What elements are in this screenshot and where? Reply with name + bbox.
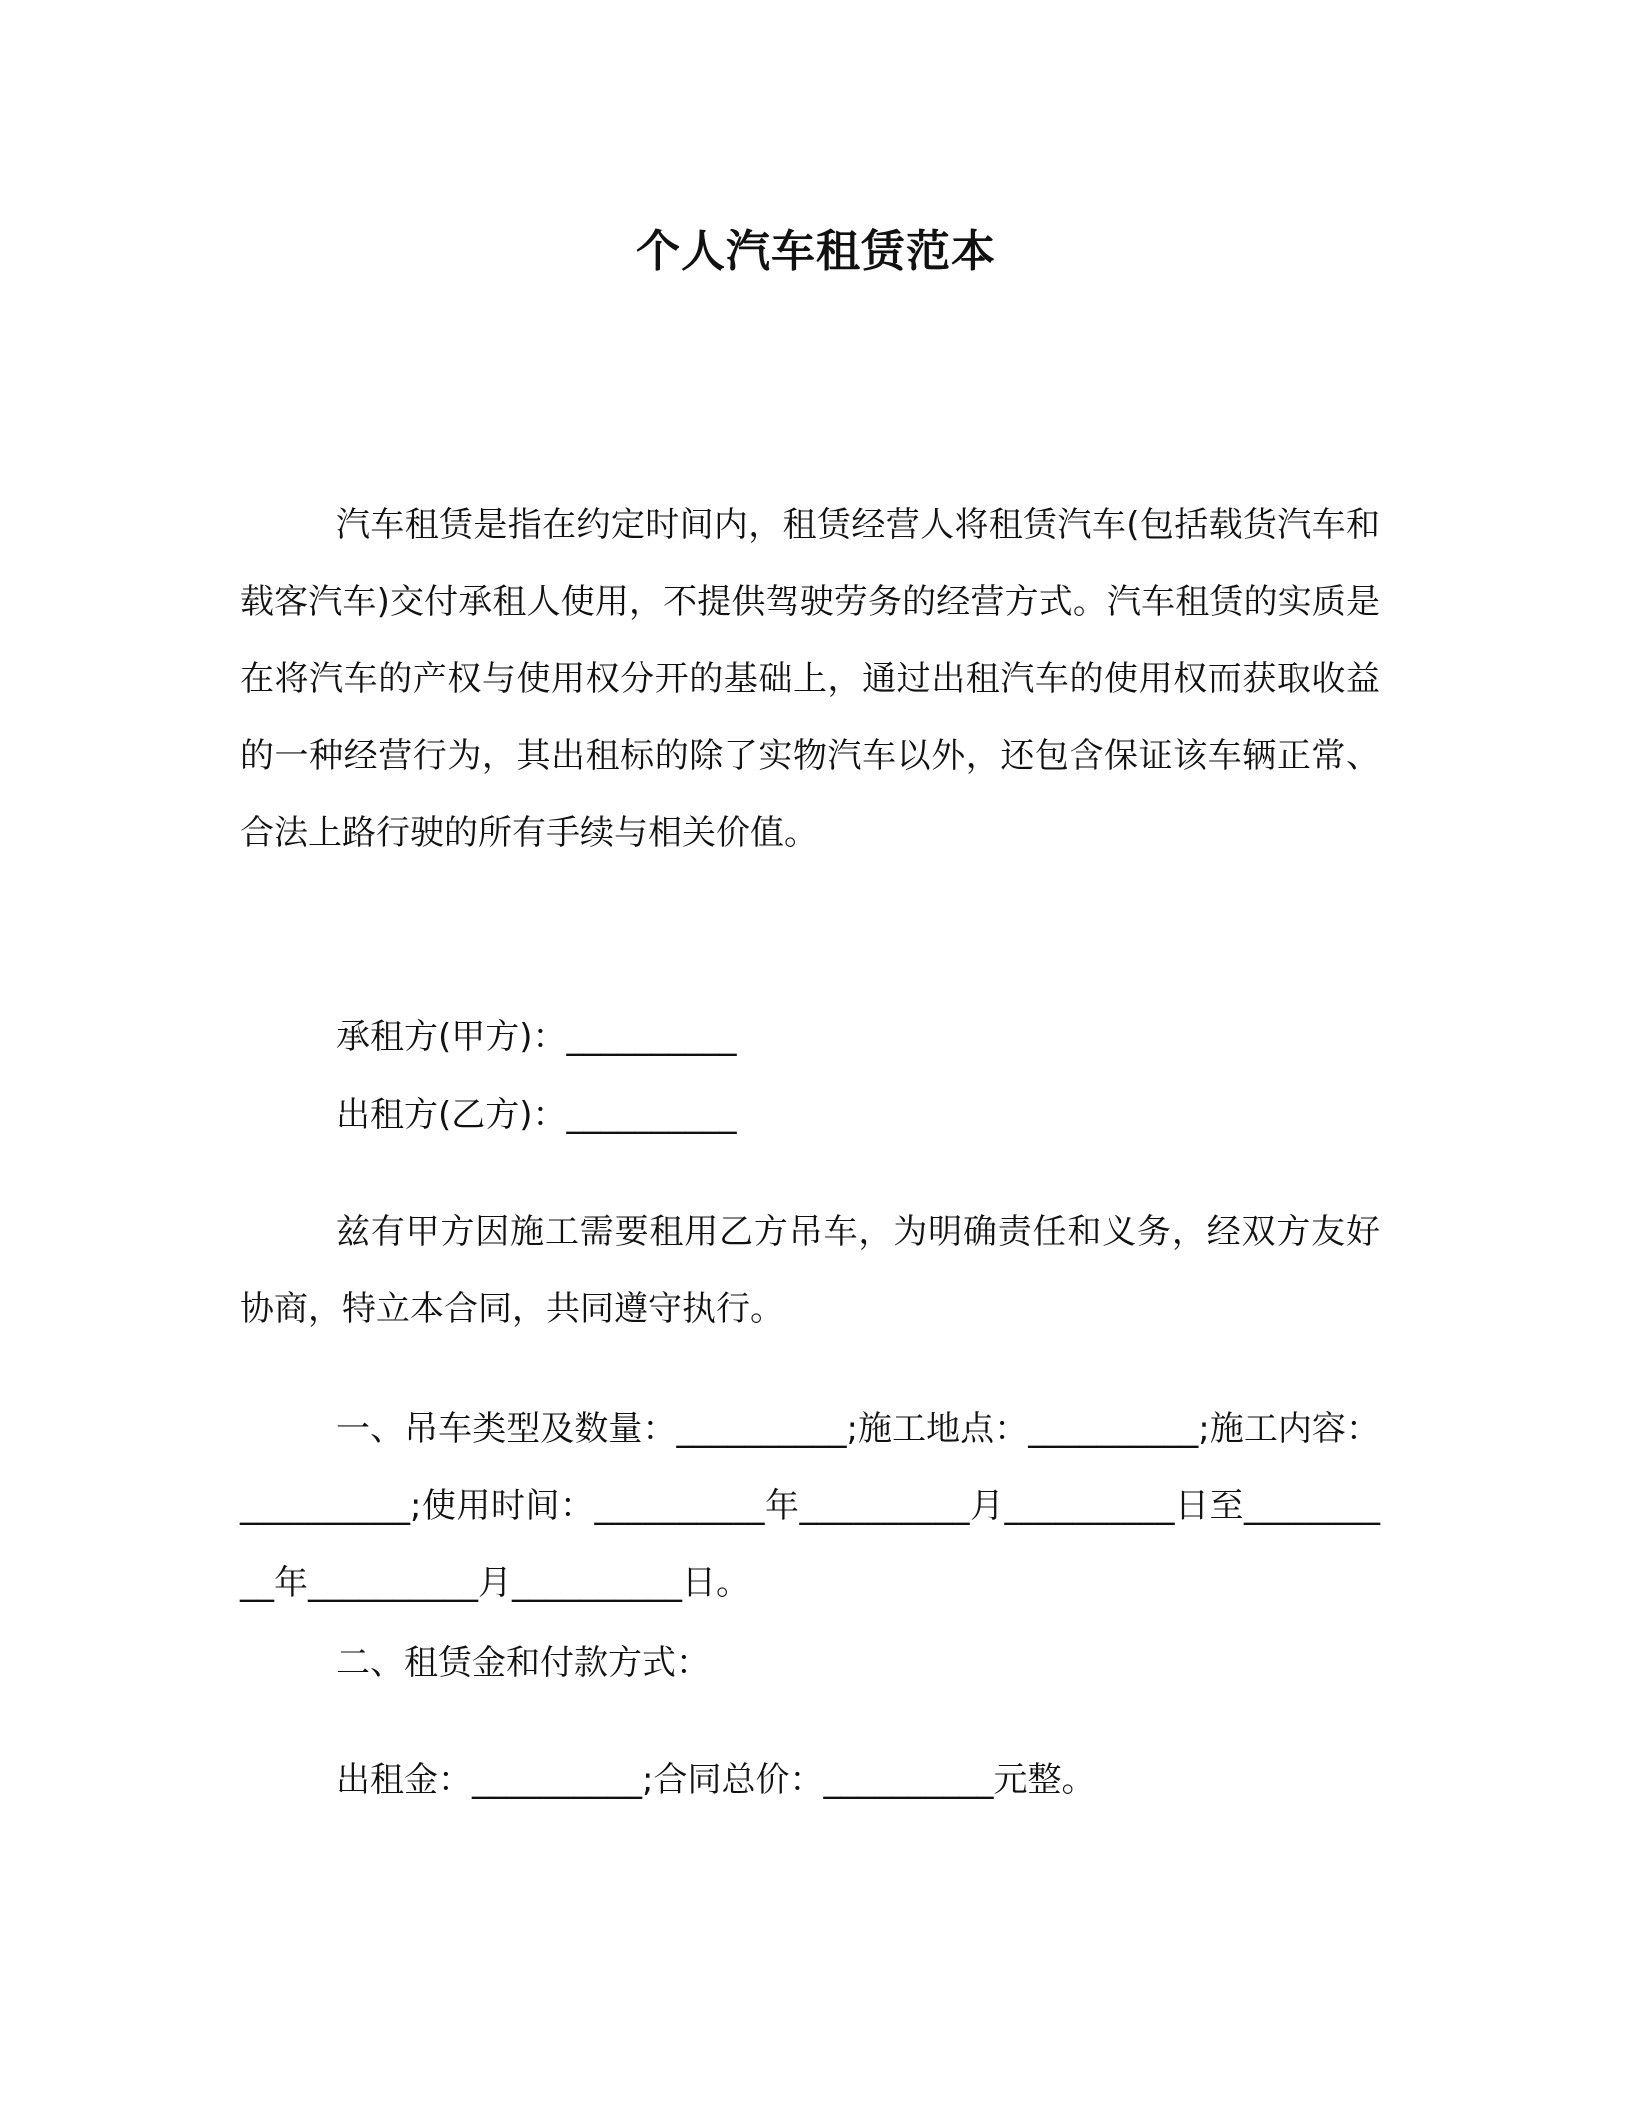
rent-line: 出租金：__________;合同总价：__________元整。 <box>336 1760 1096 1800</box>
clause-1-paragraph: 一、吊车类型及数量：__________;施工地点：__________;施工内容：__________;使用时间：__________年__________月__________日至__________年__________月__________日。 <box>240 1409 1380 1603</box>
lessee-line: 承租方(甲方)：__________ <box>336 1017 737 1057</box>
preamble-paragraph: 兹有甲方因施工需要租用乙方吊车，为明确责任和义务，经双方友好协商，特立本合同，共同遵守执行。 <box>240 1212 1380 1329</box>
document-title: 个人汽车租赁范本 <box>636 226 996 277</box>
clause-2-heading: 二、租赁金和付款方式： <box>336 1643 710 1683</box>
intro-paragraph: 汽车租赁是指在约定时间内，租赁经营人将租赁汽车(包括载货汽车和载客汽车)交付承租人使用，不提供驾驶劳务的经营方式。汽车租赁的实质是在将汽车的产权与使用权分开的基础上，通过出租汽车的使用权而获取收益的一种经营行为，其出租标的除了实物汽车以外，还包含保证该车辆正常、合法上路行驶的所有手续与相关价值。 <box>240 505 1380 853</box>
lessor-line: 出租方(乙方)：__________ <box>336 1095 737 1135</box>
